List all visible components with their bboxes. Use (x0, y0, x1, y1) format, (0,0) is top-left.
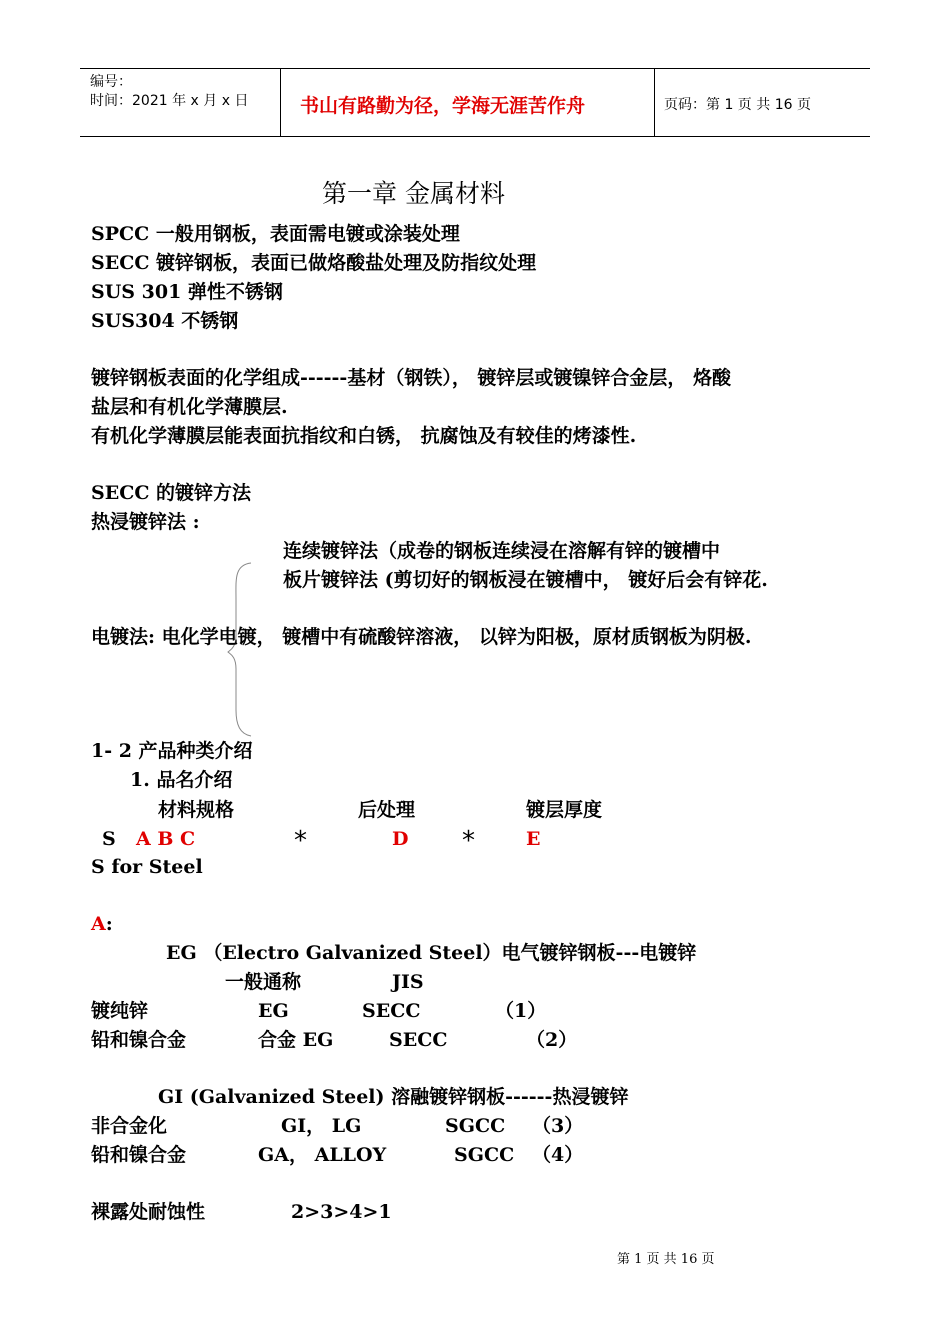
code-abc: A B C (136, 828, 196, 850)
gi-row-number: （4） (532, 1144, 584, 1166)
col-coating-thickness: 镀层厚度 (526, 799, 603, 821)
code-star: * (294, 826, 307, 856)
products-heading: 1- 2 产品种类介绍 (91, 740, 253, 762)
s-for-steel: S for Steel (91, 856, 203, 878)
section-a-colon: : (105, 913, 113, 935)
material-line: SECC 镀锌钢板，表面已做烙酸盐处理及防指纹处理 (91, 252, 537, 274)
sheet-method: 板片镀锌法 (剪切好的钢板浸在镀槽中， 镀好后会有锌花. (283, 569, 768, 591)
gi-title: GI (Galvanized Steel) 溶融镀锌钢板------热浸镀锌 (158, 1086, 629, 1108)
eg-row-label: 铅和镍合金 (91, 1029, 187, 1051)
section-a-letter: A (91, 913, 106, 935)
material-line: SUS 301 弹性不锈钢 (91, 281, 283, 303)
eg-row-label: 镀纯锌 (91, 1000, 149, 1022)
gi-row-label: 铅和镍合金 (91, 1144, 187, 1166)
products-subheading: 1. 品名介绍 (130, 769, 233, 791)
gi-row-name: GI， LG (281, 1115, 362, 1137)
eg-row-number: （2） (526, 1029, 578, 1051)
gi-row-number: （3） (532, 1115, 584, 1137)
header-divider (654, 69, 655, 136)
col-material-spec: 材料规格 (158, 799, 235, 821)
material-line: SPCC 一般用钢板，表面需电镀或涂装处理 (91, 223, 460, 245)
electro-method: 电镀法: 电化学电镀， 镀槽中有硫酸锌溶液， 以锌为阳极，原材质钢板为阴极. (91, 626, 752, 648)
eg-row-number: （1） (495, 1000, 547, 1022)
code-s: S (102, 828, 116, 850)
page-footer: 第 1 页 共 16 页 (617, 1252, 715, 1267)
composition-line: 镀锌钢板表面的化学组成------基材（钢铁）， 镀锌层或镀镍锌合金层， 烙酸 (91, 367, 732, 389)
header-motto: 书山有路勤为径，学海无涯苦作舟 (300, 95, 586, 117)
code-star: * (462, 826, 475, 856)
eg-row-jis: SECC (362, 1000, 421, 1022)
col-post-treatment: 后处理 (358, 799, 416, 821)
continuous-method: 连续镀锌法（成卷的钢板连续浸在溶解有锌的镀槽中 (283, 540, 721, 562)
eg-row-name: EG (258, 1000, 289, 1022)
eg-title: EG （Electro Galvanized Steel）电气镀锌钢板---电镀锌 (166, 942, 697, 964)
hot-dip-label: 热浸镀锌法 : (91, 511, 200, 533)
methods-heading: SECC 的镀锌方法 (91, 482, 252, 504)
eg-head-common-name: 一般通称 (225, 971, 302, 993)
composition-line: 有机化学薄膜层能表面抗指纹和白锈， 抗腐蚀及有较佳的烤漆性. (91, 425, 637, 447)
chapter-title: 第一章 金属材料 (322, 179, 505, 208)
resistance-label: 裸露处耐蚀性 (91, 1201, 206, 1223)
composition-line: 盐层和有机化学薄膜层. (91, 396, 288, 418)
header-divider (280, 69, 281, 136)
eg-row-name: 合金 EG (258, 1029, 334, 1051)
page-header (80, 68, 870, 137)
gi-row-jis: SGCC (445, 1115, 506, 1137)
header-number: 编号： (90, 74, 132, 90)
resistance-value: 2>3>4>1 (291, 1201, 392, 1223)
gi-row-label: 非合金化 (91, 1115, 168, 1137)
header-page-info: 页码：第 1 页 共 16 页 (664, 97, 811, 113)
section-a-label (91, 910, 113, 939)
code-e: E (526, 828, 541, 850)
gi-row-name: GA， ALLOY (258, 1144, 387, 1166)
eg-head-jis: JIS (392, 971, 424, 993)
code-d: D (392, 828, 409, 850)
header-time: 时间：2021 年 x 月 x 日 (90, 93, 249, 109)
eg-row-jis: SECC (389, 1029, 448, 1051)
material-line: SUS304 不锈钢 (91, 310, 239, 332)
gi-row-jis: SGCC (454, 1144, 515, 1166)
